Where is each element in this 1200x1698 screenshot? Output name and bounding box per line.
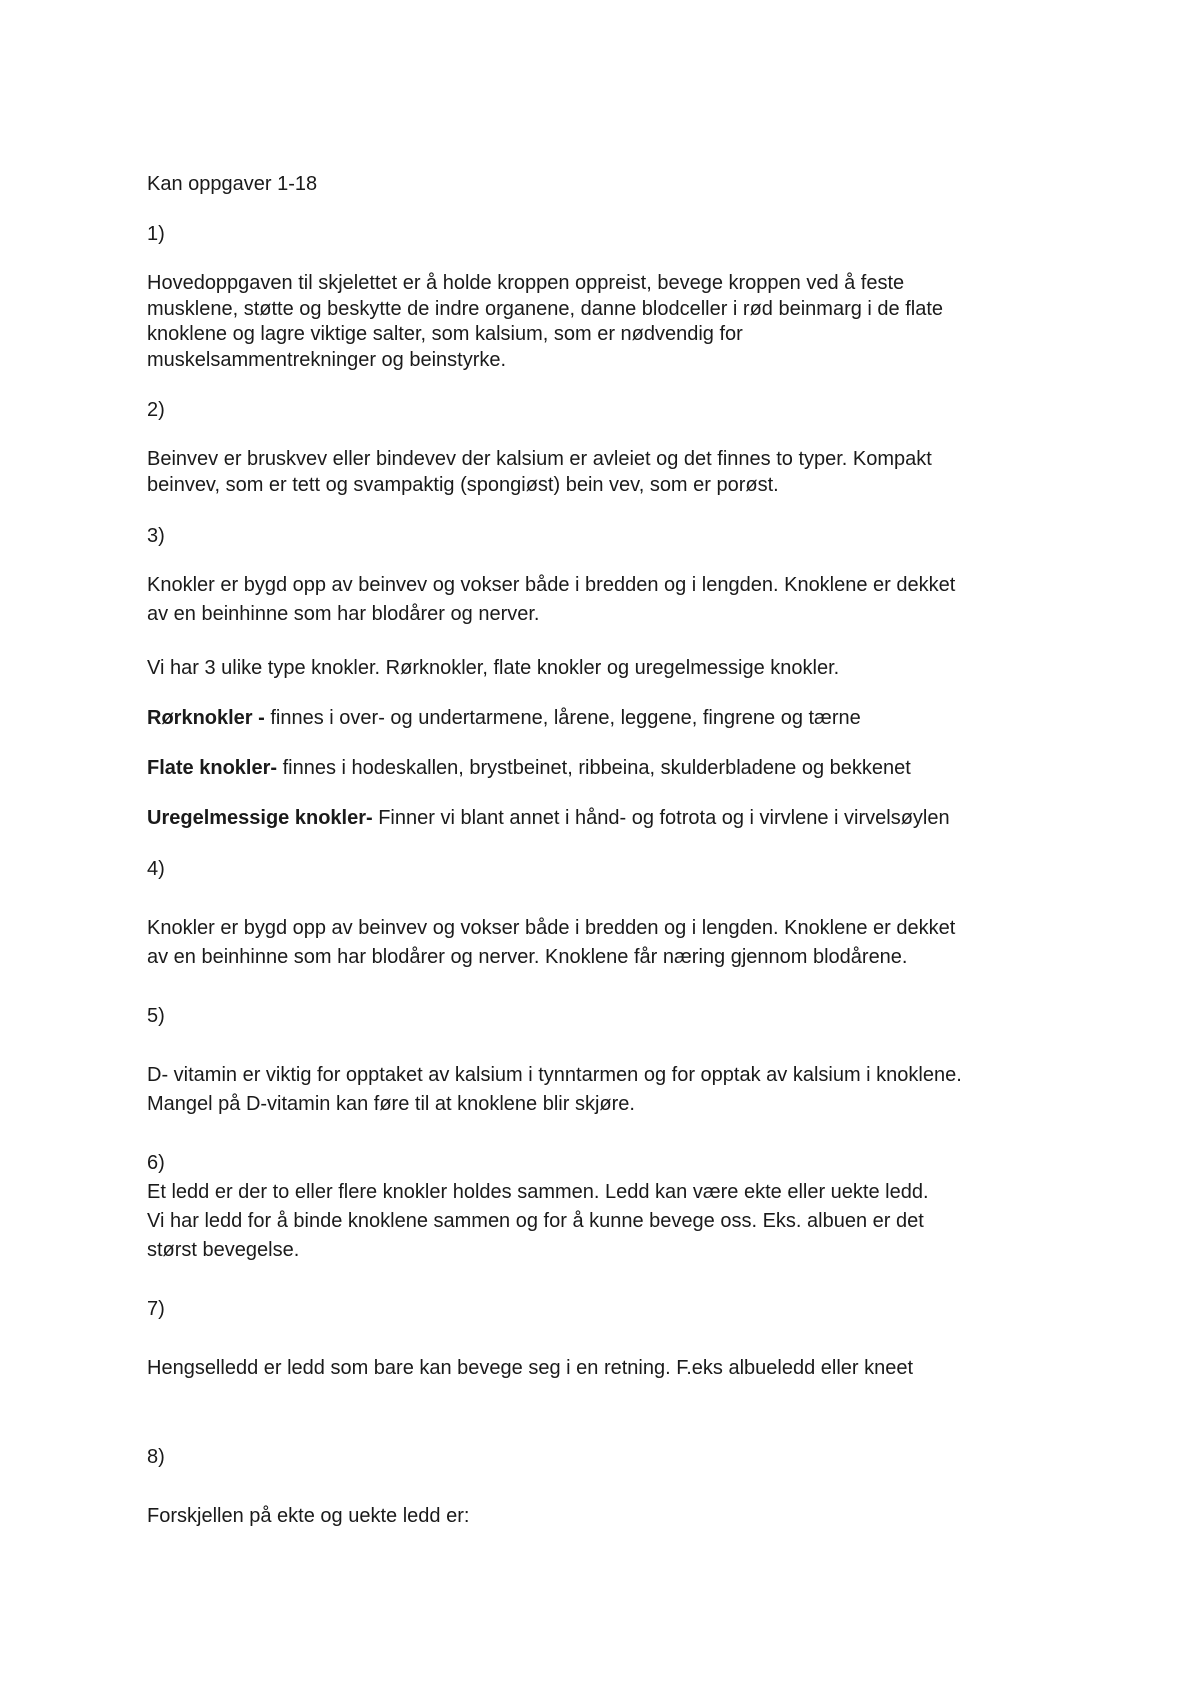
question-3-types-intro: Vi har 3 ulike type knokler. Rørknokler, flate knokler og uregelmessige knokler.: [147, 657, 840, 679]
question-7-number: 7): [147, 1298, 165, 1320]
question-4-line-2: av en beinhinne som har blodårer og nerver. Knoklene får næring gjennom blodårene.: [147, 946, 908, 968]
question-2-number: 2): [147, 399, 165, 421]
question-1-line-2: musklene, støtte og beskytte de indre organene, danne blodceller i rød beinmarg i de flate: [147, 298, 944, 320]
question-8-line-1: Forskjellen på ekte og uekte ledd er:: [147, 1505, 470, 1527]
question-5-line-2: Mangel på D-vitamin kan føre til at knoklene blir skjøre.: [147, 1093, 635, 1115]
question-6-number: 6): [147, 1152, 165, 1174]
question-5-line-1: D- vitamin er viktig for opptaket av kalsium i tynntarmen og for opptak av kalsium i knoklene.: [147, 1064, 962, 1086]
bone-type-term: Uregelmessige knokler-: [147, 807, 373, 829]
question-3-number: 3): [147, 525, 165, 547]
bone-type-flat: [147, 755, 1087, 781]
bone-type-term: Flate knokler-: [147, 757, 278, 779]
document-title: Kan oppgaver 1-18: [147, 173, 318, 195]
question-1-line-4: muskelsammentrekninger og beinstyrke.: [147, 349, 507, 371]
question-6-line-1: Et ledd er der to eller flere knokler holdes sammen. Ledd kan være ekte eller uekte ledd.: [147, 1181, 929, 1203]
bone-type-description: finnes i over- og undertarmene, lårene, leggene, fingrene og tærne: [264, 707, 861, 729]
question-2-line-1: Beinvev er bruskvev eller bindevev der kalsium er avleiet og det finnes to typer. Kompakt: [147, 448, 932, 470]
question-1-line-3: knoklene og lagre viktige salter, som kalsium, som er nødvendig for: [147, 323, 743, 345]
question-8-number: 8): [147, 1446, 165, 1468]
bone-type-term: Rørknokler -: [147, 707, 265, 729]
bone-type-description: finnes i hodeskallen, brystbeinet, ribbeina, skulderbladene og bekkenet: [277, 757, 911, 779]
question-6-line-3: størst bevegelse.: [147, 1239, 300, 1261]
question-5-number: 5): [147, 1005, 165, 1027]
question-4-number: 4): [147, 858, 165, 880]
bone-type-description: Finner vi blant annet i hånd- og fotrota og i virvlene i virvelsøylen: [372, 807, 950, 829]
question-7-line-1: Hengselledd er ledd som bare kan bevege seg i en retning. F.eks albueledd eller kneet: [147, 1357, 914, 1379]
question-6-line-2: Vi har ledd for å binde knoklene sammen og for å kunne bevege oss. Eks. albuen er det: [147, 1210, 924, 1232]
question-1-line-1: Hovedoppgaven til skjelettet er å holde kroppen oppreist, bevege kroppen ved å feste: [147, 272, 905, 294]
question-2-line-2: beinvev, som er tett og svampaktig (spongiøst) bein vev, som er porøst.: [147, 474, 779, 496]
bone-type-irregular: [147, 805, 1087, 831]
question-1-number: 1): [147, 223, 165, 245]
bone-type-tube: [147, 705, 1087, 731]
question-3-line-2: av en beinhinne som har blodårer og nerver.: [147, 603, 540, 625]
question-4-line-1: Knokler er bygd opp av beinvev og vokser både i bredden og i lengden. Knoklene er dekket: [147, 917, 956, 939]
question-3-line-1: Knokler er bygd opp av beinvev og vokser både i bredden og i lengden. Knoklene er dekket: [147, 574, 956, 596]
